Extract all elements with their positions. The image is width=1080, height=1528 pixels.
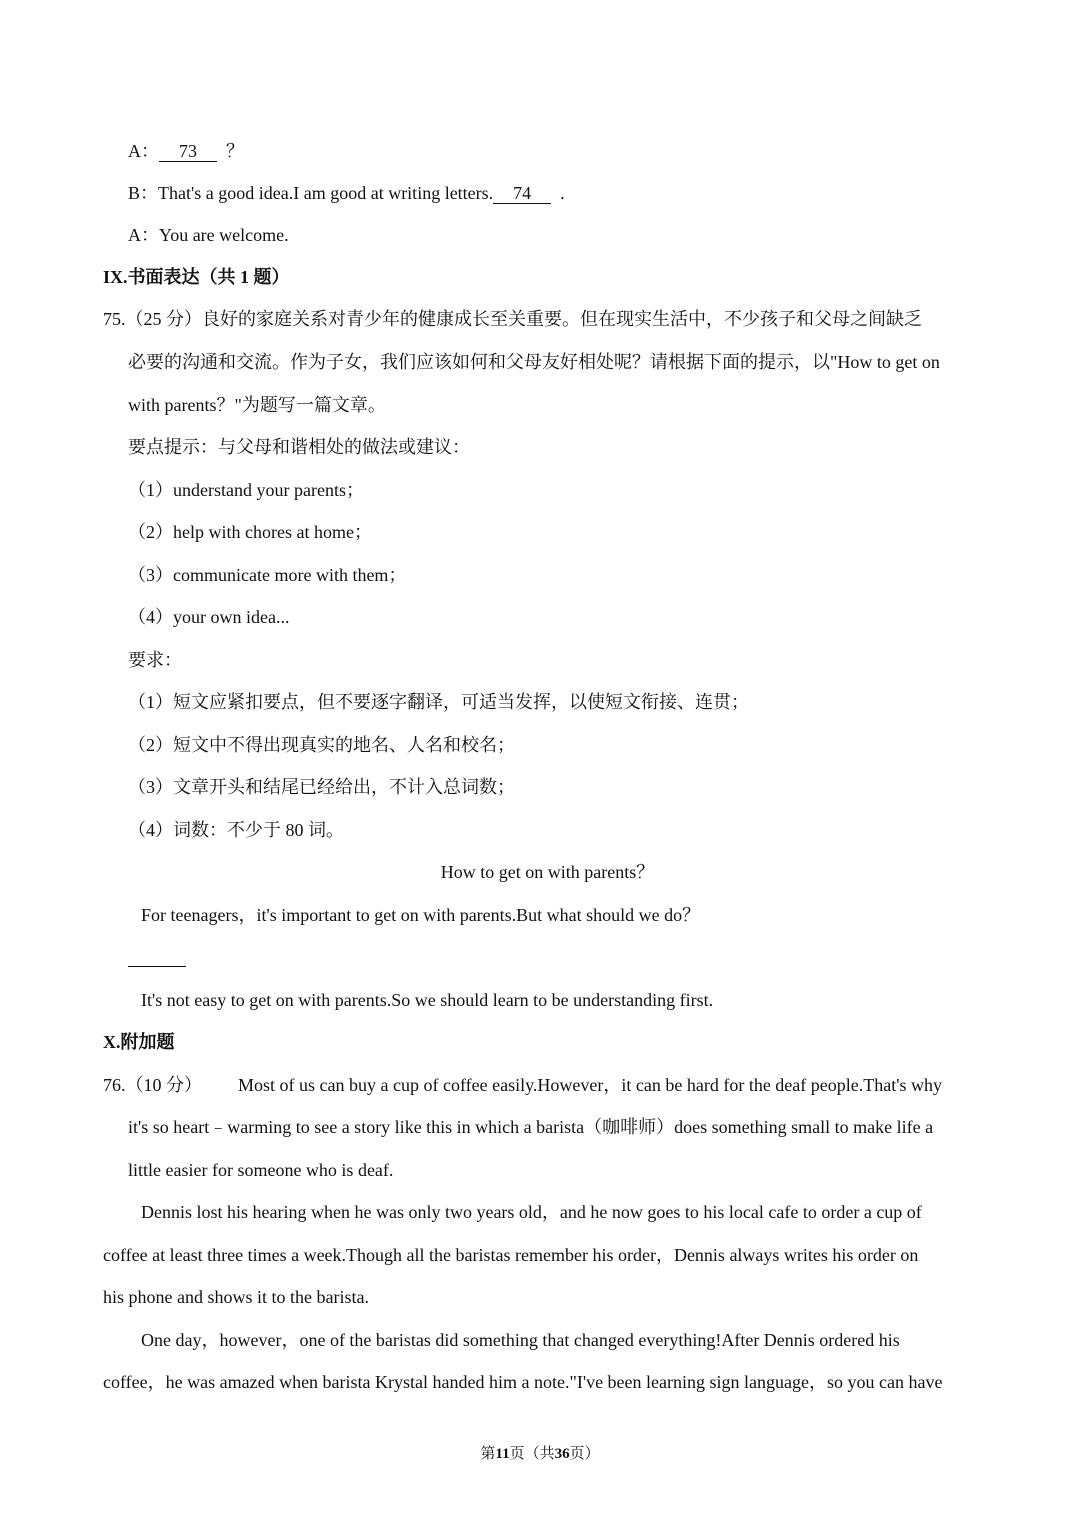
tip-2: （2）help with chores at home； — [128, 522, 372, 542]
dialogue-line-a2 — [128, 222, 289, 248]
writing-blank-line — [128, 966, 186, 967]
q76-p1-line3: little easier for someone who is deaf. — [128, 1160, 394, 1180]
speaker-label: A： — [128, 225, 159, 245]
answer-blank-73: 73 — [159, 141, 217, 162]
section-title-x: X.附加题 — [103, 1032, 175, 1052]
page-number: 11 — [495, 1446, 510, 1462]
footer-text: 页） — [569, 1446, 600, 1462]
dialogue-line-b — [128, 180, 565, 206]
footer-text: 页（共 — [509, 1446, 555, 1462]
total-pages: 36 — [554, 1446, 570, 1462]
q76-p3-line1: One day，however，one of the baristas did something that changed everything!After Dennis ordered his — [141, 1330, 900, 1350]
requirements-label: 要求： — [128, 650, 182, 670]
essay-end: It's not easy to get on with parents.So we should learn to be understanding first. — [141, 990, 714, 1010]
q76-p2-line2: coffee at least three times a week.Though all the baristas remember his order，Dennis always writes his order on — [103, 1245, 919, 1265]
speaker-label: B： — [128, 183, 159, 203]
requirement-4: （4）词数：不少于 80 词。 — [128, 820, 344, 840]
q76-p1-line1: Most of us can buy a cup of coffee easily.However，it can be hard for the deaf people.That's why — [238, 1075, 942, 1095]
q76-p2-line1: Dennis lost his hearing when he was only two years old，and he now goes to his local cafe to order a cup of — [141, 1202, 922, 1222]
q76-p3-line2: coffee，he was amazed when barista Krystal handed him a note."I've been learning sign language，so you can have — [103, 1372, 943, 1392]
requirement-2: （2）短文中不得出现真实的地名、人名和校名； — [128, 735, 515, 755]
essay-start: For teenagers，it's important to get on with parents.But what should we do？ — [141, 905, 701, 925]
dialogue-text: You are welcome. — [159, 225, 289, 245]
essay-title: How to get on with parents？ — [440, 862, 655, 882]
q75-line3: with parents？"为题写一篇文章。 — [128, 395, 386, 415]
tips-label: 要点提示：与父母和谐相处的做法或建议： — [128, 437, 470, 457]
answer-blank-74: 74 — [493, 183, 551, 204]
q75-line1: 75.（25 分）良好的家庭关系对青少年的健康成长至关重要。但在现实生活中，不少孩子和父母之间缺乏 — [103, 309, 922, 329]
footer-text: 第 — [480, 1446, 496, 1462]
dialogue-text: That's a good idea.I am good at writing letters. — [158, 183, 494, 203]
line-end: . — [560, 183, 565, 203]
tip-1: （1）understand your parents； — [128, 480, 364, 500]
requirement-3: （3）文章开头和结尾已经给出，不计入总词数； — [128, 777, 515, 797]
q76-p2-line3: his phone and shows it to the barista. — [103, 1287, 369, 1307]
q76-p1-line2: it's so heart﹣warming to see a story like this in which a barista（咖啡师）does something small to make life a — [128, 1117, 934, 1137]
tip-3: （3）communicate more with them； — [128, 565, 407, 585]
speaker-label: A： — [128, 141, 159, 161]
requirement-1: （1）短文应紧扣要点，但不要逐字翻译，可适当发挥，以使短文衔接、连贯； — [128, 692, 749, 712]
dialogue-line-a1 — [128, 138, 244, 164]
page-footer — [0, 1442, 1080, 1463]
q76-number: 76.（10 分） — [103, 1075, 202, 1095]
q75-line2: 必要的沟通和交流。作为子女，我们应该如何和父母友好相处呢？请根据下面的提示，以"How to get on — [128, 352, 940, 372]
section-title-ix: IX.书面表达（共 1 题） — [103, 267, 290, 287]
tip-4: （4）your own idea... — [128, 607, 290, 627]
line-end: ？ — [226, 141, 244, 161]
